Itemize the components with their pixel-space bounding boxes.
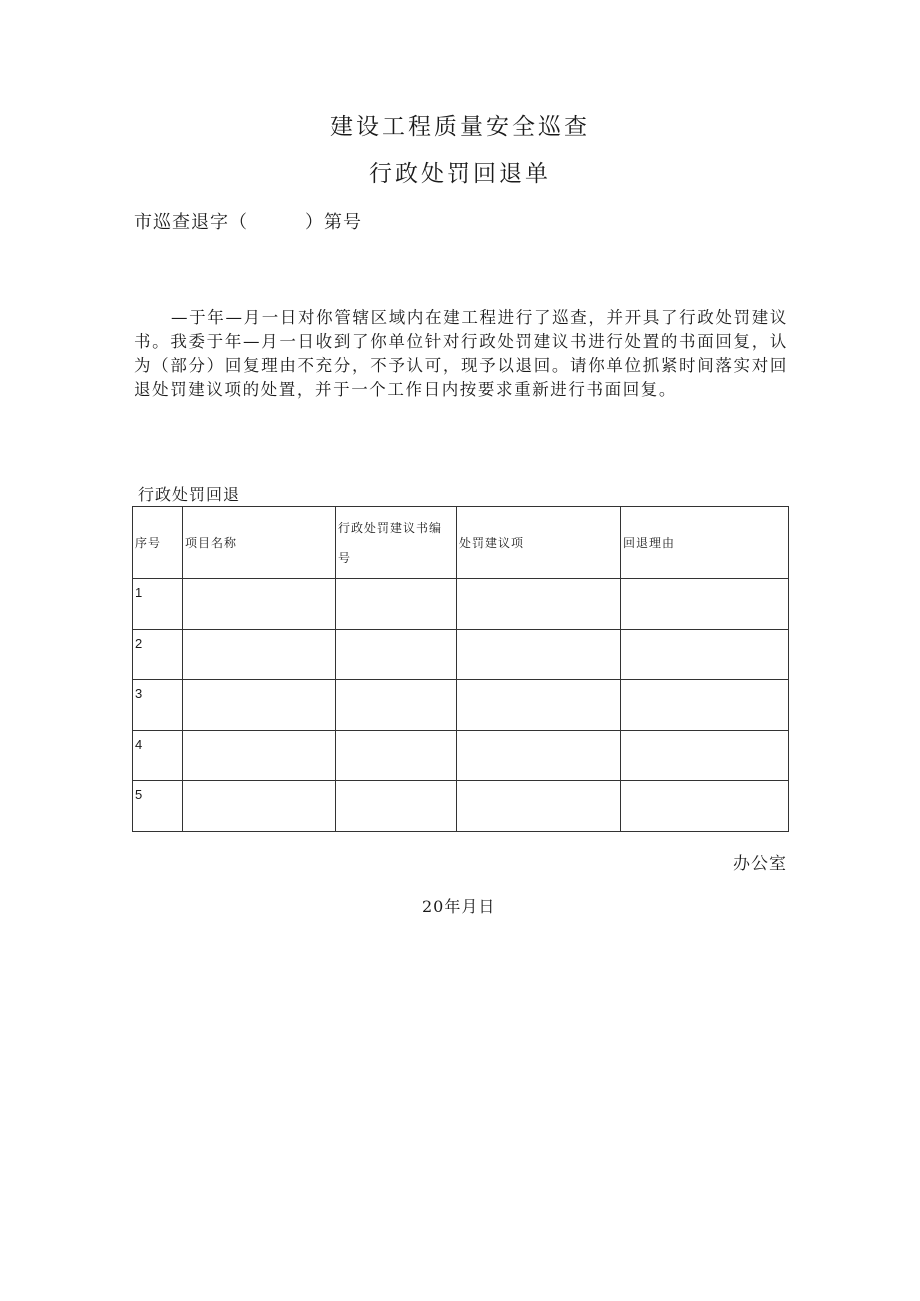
- document-title: 建设工程质量安全巡查: [330, 114, 590, 140]
- table-row: [133, 781, 789, 832]
- cell-return-reason: [621, 629, 789, 680]
- cell-penalty-item: [457, 781, 621, 832]
- issue-date: 20年月日: [422, 897, 496, 916]
- cell-proposal-number: [336, 781, 457, 832]
- cell-index: 1: [133, 579, 183, 630]
- header-proposal-number: 行政处罚建议书编号: [336, 507, 457, 579]
- table-row: [133, 680, 789, 731]
- cell-index: 5: [133, 781, 183, 832]
- document-number: 市巡查退字（ ）第号: [134, 212, 362, 233]
- body-paragraph: —于年—月一日对你管辖区域内在建工程进行了巡查，并开具了行政处罚建议书。我委于年—月一日收到了你单位针对行政处罚建议书进行处置的书面回复，认为（部分）回复理由不充分，不予认可，现予以退回。请你单位抓紧时间落实对回退处罚建议项的处置，并于一个工作日内按要求重新进行书面回复。: [134, 307, 788, 399]
- table-caption: 行政处罚回退: [138, 485, 241, 504]
- cell-penalty-item: [457, 629, 621, 680]
- header-penalty-item: 处罚建议项: [457, 507, 621, 579]
- cell-return-reason: [621, 781, 789, 832]
- header-return-reason: 回退理由: [621, 507, 789, 579]
- cell-proposal-number: [336, 680, 457, 731]
- cell-return-reason: [621, 579, 789, 630]
- cell-penalty-item: [457, 680, 621, 731]
- cell-project-name: [183, 781, 336, 832]
- issuing-office: 办公室: [733, 854, 787, 874]
- document-subtitle: 行政处罚回退单: [369, 161, 551, 187]
- header-project-name: 项目名称: [183, 507, 336, 579]
- cell-penalty-item: [457, 730, 621, 781]
- cell-index: 2: [133, 629, 183, 680]
- cell-project-name: [183, 579, 336, 630]
- table-header-row: [133, 507, 789, 579]
- cell-proposal-number: [336, 730, 457, 781]
- cell-proposal-number: [336, 629, 457, 680]
- header-index: 序号: [133, 507, 183, 579]
- cell-index: 3: [133, 680, 183, 731]
- cell-index: 4: [133, 730, 183, 781]
- cell-return-reason: [621, 730, 789, 781]
- cell-penalty-item: [457, 579, 621, 630]
- cell-project-name: [183, 629, 336, 680]
- cell-proposal-number: [336, 579, 457, 630]
- table-row: [133, 730, 789, 781]
- table-row: [133, 629, 789, 680]
- cell-project-name: [183, 730, 336, 781]
- penalty-return-table: [132, 506, 789, 832]
- table-row: [133, 579, 789, 630]
- cell-return-reason: [621, 680, 789, 731]
- cell-project-name: [183, 680, 336, 731]
